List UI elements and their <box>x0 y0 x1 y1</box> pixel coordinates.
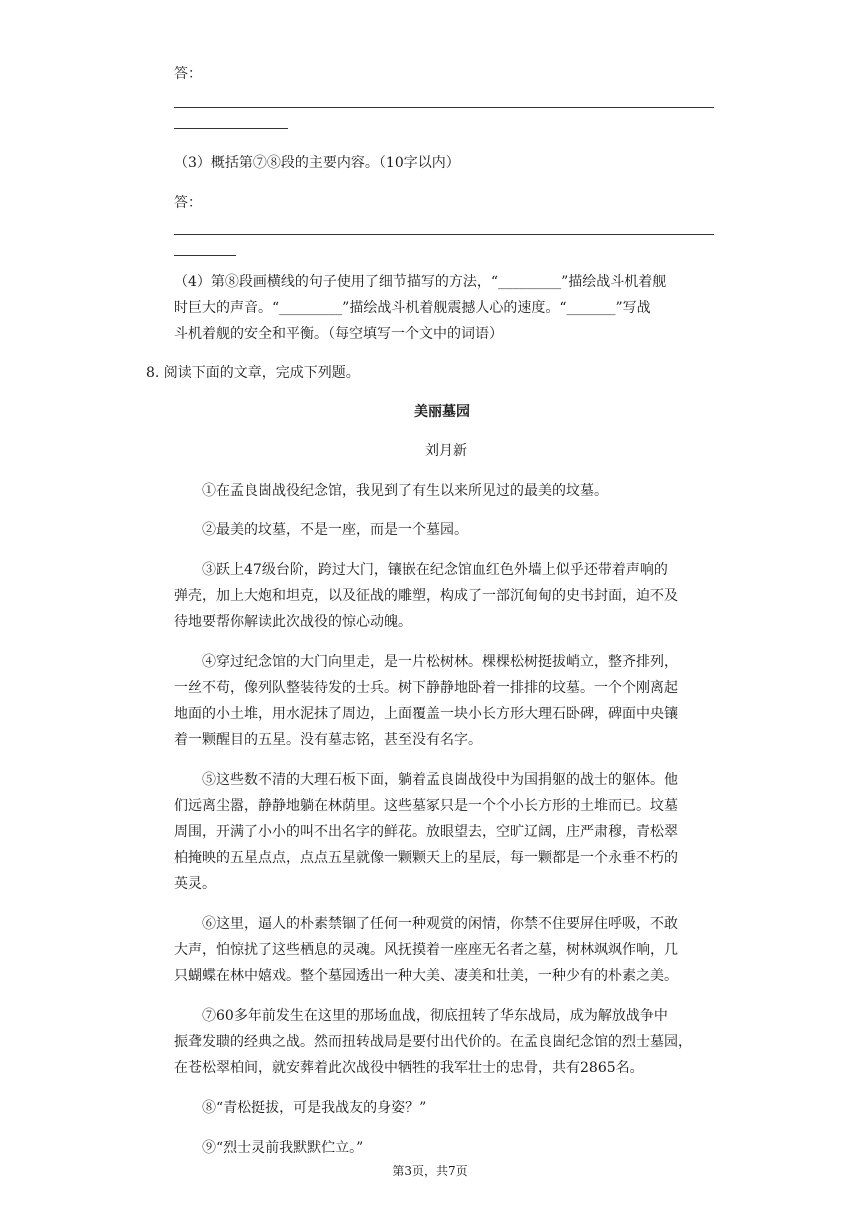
paragraph-line: 一丝不苟，像列队整装待发的士兵。树下静静地卧着一排排的坟墓。一个个刚离起 <box>174 680 678 696</box>
question-8-instruction: 8. 阅读下面的文章，完成下列题。 <box>146 365 360 381</box>
paragraph-line: 地面的小土堆，用水泥抹了周边，上面覆盖一块小长方形大理石卧碑，碑面中央镶 <box>174 706 678 722</box>
paragraph-line: 待地要帮你解读此次战役的惊心动魄。 <box>174 614 412 630</box>
paragraph-line: 大声，怕惊扰了这些栖息的灵魂。风抚摸着一座座无名者之墓，树林飒飒作响，几 <box>174 942 678 958</box>
paragraph-line: ②最美的坟墓，不是一座，而是一个墓园。 <box>202 522 468 538</box>
answer-line <box>174 128 288 129</box>
paragraph-line: 英灵。 <box>174 876 216 892</box>
question-4-line: （4）第⑧段画横线的句子使用了细节描写的方法，“_________”描绘战斗机着舰 <box>174 274 667 290</box>
page-footer: 第3页，共7页 <box>392 1164 468 1178</box>
paragraph-line: ④穿过纪念馆的大门向里走，是一片松树林。棵棵松树挺拔峭立，整齐排列， <box>202 654 678 670</box>
paragraph-line: 周围，开满了小小的叫不出名字的鲜花。放眼望去，空旷辽阔，庄严肃穆，青松翠 <box>174 824 678 840</box>
paragraph-line: 在苍松翠柏间，就安葬着此次战役中牺牲的我军壮士的忠骨，共有2865名。 <box>174 1060 644 1076</box>
paragraph-line: 柏掩映的五星点点，点点五星就像一颗颗天上的星辰，每一颗都是一个永垂不朽的 <box>174 850 678 866</box>
paragraph-line: 振聋发聩的经典之战。然而扭转战局是要付出代价的。在孟良崮纪念馆的烈士墓园， <box>174 1034 692 1050</box>
paragraph-line: ⑨“烈士灵前我默默伫立。” <box>202 1140 364 1156</box>
paragraph-line: ⑦60多年前发生在这里的那场血战，彻底扭转了华东战局，成为解放战争中 <box>202 1008 668 1024</box>
question-4-line: 时巨大的声音。“_________”描绘战斗机着舰震撼人心的速度。“_______”写战 <box>174 300 651 316</box>
question-3: （3）概括第⑦⑧段的主要内容。（10字以内） <box>174 155 460 171</box>
paragraph-line: 着一颗醒目的五星。没有墓志铭，甚至没有名字。 <box>174 732 482 748</box>
paragraph-line: 们远离尘嚣，静静地躺在林荫里。这些墓冢只是一个个小长方形的土堆而已。坟墓 <box>174 798 678 814</box>
answer-label: 答： <box>174 195 202 211</box>
answer-line <box>174 234 714 235</box>
paragraph-line: ⑧“青松挺拔，可是我战友的身姿？” <box>202 1100 427 1116</box>
question-4-line: 斗机着舰的安全和平衡。（每空填写一个文中的词语） <box>174 326 503 342</box>
paragraph-line: ⑥这里，逼人的朴素禁锢了任何一种观赏的闲情，你禁不住要屏住呼吸，不敢 <box>202 916 678 932</box>
paragraph-line: ①在孟良崮战役纪念馆，我见到了有生以来所见过的最美的坟墓。 <box>202 483 608 499</box>
paragraph-line: ③跃上47级台阶，跨过大门，镶嵌在纪念馆血红色外墙上似乎还带着声响的 <box>202 562 668 578</box>
paragraph-line: 只蝴蝶在林中嬉戏。整个墓园透出一种大美、凄美和壮美，一种少有的朴素之美。 <box>174 968 678 984</box>
paragraph-line: ⑤这些数不清的大理石板下面，躺着孟良崮战役中为国捐躯的战士的躯体。他 <box>202 772 678 788</box>
answer-line <box>174 255 236 256</box>
answer-label: 答： <box>174 66 202 82</box>
article-title: 美丽墓园 <box>414 404 470 420</box>
article-author: 刘月新 <box>425 443 467 459</box>
answer-line <box>174 107 714 108</box>
paragraph-line: 弹壳，加上大炮和坦克，以及征战的雕塑，构成了一部沉甸甸的史书封面，迫不及 <box>174 588 678 604</box>
